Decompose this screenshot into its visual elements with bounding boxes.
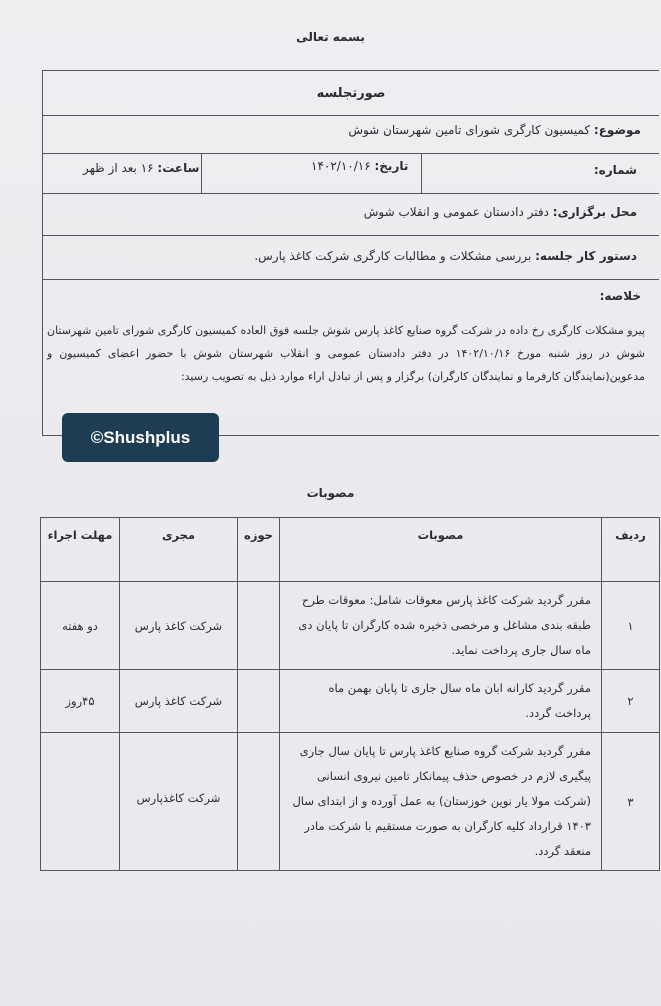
venue-value: دفتر دادستان عمومی و انقلاب شوش (363, 205, 549, 219)
field-cell (238, 582, 280, 670)
date-field (311, 159, 408, 173)
agenda-value: بررسی مشکلات و مطالبات کارگری شرکت کاغذ پارس. (254, 249, 532, 263)
summary-label: خلاصه: (599, 289, 641, 303)
col-header-resolutions: مصوبات (280, 518, 602, 582)
minutes-header-form (42, 70, 659, 436)
agenda-label: دستور کار جلسه: (535, 249, 637, 263)
venue-label: محل برگزاری: (552, 205, 637, 219)
table-row (41, 670, 660, 733)
row-number: ۳ (602, 733, 660, 871)
subject-label: موضوع: (593, 123, 641, 137)
watermark-badge: ©Shushplus (62, 413, 219, 462)
executor-cell: شرکت کاغذ پارس (120, 582, 238, 670)
venue-row (364, 205, 637, 219)
executor-cell: شرکت کاغذپارس (120, 733, 238, 871)
deadline-cell (41, 733, 120, 871)
resolution-text: مقرر گردید شرکت کاغذ پارس معوقات شامل: معوقات طرح طبقه بندی مشاغل و مرخصی ذخیره شده کارگران تا پایان دی ماه سال جاری پرداخت نماید. (280, 582, 602, 670)
agenda-row (254, 249, 637, 263)
approvals-title: مصوبات (306, 486, 355, 500)
document-title: صورتجلسه (316, 85, 386, 101)
time-value: ۱۶ بعد از ظهر (83, 161, 154, 175)
executor-cell: شرکت کاغذ پارس (120, 670, 238, 733)
row-number: ۱ (602, 582, 660, 670)
col-header-executor: مجری (120, 518, 238, 582)
row-number: ۲ (602, 670, 660, 733)
date-value: ۱۴۰۲/۱۰/۱۶ (311, 159, 371, 173)
date-label: تاریخ: (374, 159, 409, 173)
table-header-row (41, 518, 660, 582)
time-field (83, 161, 199, 175)
number-label: شماره: (593, 163, 637, 177)
table-row (41, 582, 660, 670)
deadline-cell: دو هفته (41, 582, 120, 670)
field-cell (238, 670, 280, 733)
subject-row (348, 123, 641, 137)
table-row (41, 733, 660, 871)
number-field (594, 163, 637, 177)
approvals-table (40, 517, 660, 871)
field-cell (238, 733, 280, 871)
summary-text: پیرو مشکلات کارگری رخ داده در شرکت گروه صنایع کاغذ پارس شوش جلسه فوق العاده کمیسیون کارگری شورای تامین شهرستان شوش در روز شنبه مورخ ۱۴۰۲/۱۰/۱۶ در دفتر دادستان عمومی و انقلاب شهرستان شوش با حضور اعضای کمیسیون و مدعوین(نمایندگان کارفرما و نمایندگان کارگران) برگزار و پس از تبادل اراء موارد ذیل به تصویب رسید: (47, 324, 645, 383)
bismillah-heading: بسمه تعالی (296, 30, 365, 44)
col-header-deadline: مهلت اجراء (41, 518, 120, 582)
resolution-text: مقرر گردید شرکت گروه صنایع کاغذ پارس تا پایان سال جاری پیگیری لازم در خصوص حذف پیمانکار تامین نیروی انسانی (شرکت مولا یار نوین خوزستان) به عمل آورده و از ابتدای سال ۱۴۰۳ قرارداد کلیه کارگران به صورت مستقیم با شرکت مادر منعقد گردد. (280, 733, 602, 871)
deadline-cell: ۴۵روز (41, 670, 120, 733)
col-header-row-number: ردیف (602, 518, 660, 582)
subject-value: کمیسیون کارگری شورای تامین شهرستان شوش (348, 123, 591, 137)
col-header-field: حوزه (238, 518, 280, 582)
resolution-text: مقرر گردید کارانه ابان ماه سال جاری تا پایان بهمن ماه پرداخت گردد. (280, 670, 602, 733)
time-label: ساعت: (157, 161, 200, 175)
